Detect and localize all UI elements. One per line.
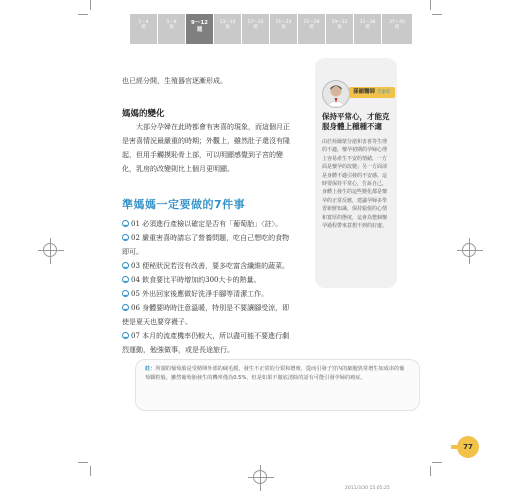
tab-week-17-20[interactable]: 17～20 週 xyxy=(242,14,269,44)
doctor-badge-sub: 告訴你 xyxy=(377,90,391,95)
section-title: 媽媽的變化 xyxy=(122,109,165,119)
smile-icon xyxy=(122,262,129,269)
tab-week-33-36[interactable]: 33～36 週 xyxy=(354,14,381,44)
crop-mark xyxy=(78,462,88,463)
list-item xyxy=(122,329,294,357)
smile-icon xyxy=(122,304,129,311)
intro-text: 也已經分開，生殖器官逐漸形成。 xyxy=(122,77,227,85)
doctor-avatar xyxy=(322,80,350,108)
list-item-text: 04 飲食要比平時增加約300大卡的熱量。 xyxy=(131,276,261,284)
list-item-text: 06 身體要時時注意溫暖，特別是不要讓腳受涼，即使是夏天也要穿襪子。 xyxy=(122,304,290,326)
registration-mark-icon xyxy=(43,243,57,257)
list-item xyxy=(122,217,294,231)
tab-week-37-40[interactable]: 37～40 週 xyxy=(382,14,412,44)
tab-week-21-24[interactable]: 21～24 週 xyxy=(270,14,297,44)
smile-icon xyxy=(122,276,129,283)
doctor-portrait-icon xyxy=(323,81,349,107)
crop-mark xyxy=(430,466,431,476)
list-item-text: 02 嚴重害喜時請忘了營養問題，吃自己想吃的食物即可。 xyxy=(122,234,290,256)
note-text xyxy=(145,365,405,383)
list-item xyxy=(122,287,294,301)
crop-mark xyxy=(78,14,88,15)
list-item-text: 03 便秘狀況若沒有改善，要多吃富含纖維的蔬菜。 xyxy=(131,262,290,270)
week-tabs xyxy=(130,14,412,44)
note-body: 所謂的葡萄胎是受精卵外部的絨毛膜，發生不正常的分裂和增殖，從而引發子宮內的細胞異常增生如成串的葡萄顆粒般。雖然葡萄胎發生的機率僅為0.5%，但是如果不徹底清除的話有可能引發孕婦的癌症。 xyxy=(145,366,405,381)
list-item xyxy=(122,231,294,259)
tab-week-13-16[interactable]: 13～16 週 xyxy=(214,14,241,44)
section-paragraph: 大部分孕婦在此時都會有害喜的現象，而這個月正是害喜情況最嚴重的時期；外觀上，雖然肚子還沒有隆起，但用手觸摸恥骨上部，可以明顯感覺到子宮的變化，乳房的改變則比上個月更明顯。 xyxy=(122,123,290,173)
doctor-badge xyxy=(349,87,395,98)
tab-week-5-8[interactable]: 5～8 週 xyxy=(158,14,185,44)
tab-week-1-4[interactable]: 1～4 週 xyxy=(130,14,157,44)
tab-week-25-28[interactable]: 25～28 週 xyxy=(298,14,325,44)
smile-icon xyxy=(122,234,129,241)
list-item-text: 07 本月的流產機率仍較大，所以盡可能不要進行劇烈運動，勉強做事，或是長途旅行。 xyxy=(122,332,290,354)
crop-mark xyxy=(432,14,442,15)
tab-week-9-12[interactable]: 9～12 週 xyxy=(186,14,213,44)
list-item-text: 01 必須進行產檢以確定是否有「葡萄胎」〈註〉。 xyxy=(131,220,283,228)
crop-mark xyxy=(90,466,91,476)
registration-mark-icon xyxy=(462,243,476,257)
sidebar-heading: 保持平常心，才能克服身體上種種不適 xyxy=(322,112,390,131)
main-title: 準媽媽一定要做的7件事 xyxy=(122,198,246,211)
crop-mark xyxy=(90,0,91,10)
smile-icon xyxy=(122,220,129,227)
list-item xyxy=(122,273,294,287)
crop-mark xyxy=(430,0,431,10)
todo-list xyxy=(122,217,294,357)
doctor-name: 孫韻醫師 xyxy=(353,89,376,95)
list-item xyxy=(122,259,294,273)
sidebar-text: 由於荷爾蒙分泌和害喜等生理的不適，懷孕初期的孕婦心理上容易產生不安的情緒，一方面是懷孕的改變；另一方面卻是身體不適引發的不安感。這時要保持平常心，告訴自己，身體上發生的這些變化都是懷孕的正常反應，建議孕婦多學習新鮮知識，保持愉悅的心情和寬厚的態度，這會為整個懷孕過程帶來意想不到的好處。 xyxy=(322,139,388,230)
note-tag: 註： xyxy=(145,366,156,372)
page-number: 77 xyxy=(457,436,479,458)
book-page xyxy=(90,14,473,462)
smile-icon xyxy=(122,290,129,297)
print-timestamp: 2011/3/30 15:05:25 xyxy=(345,486,390,491)
tab-week-29-32[interactable]: 29～32 週 xyxy=(326,14,353,44)
smile-icon xyxy=(122,332,129,339)
crop-mark xyxy=(432,462,442,463)
registration-mark-icon xyxy=(253,470,267,484)
list-item-text: 05 外出回家後應做好洗淨手腳等清潔工作。 xyxy=(131,290,269,298)
list-item xyxy=(122,301,294,329)
